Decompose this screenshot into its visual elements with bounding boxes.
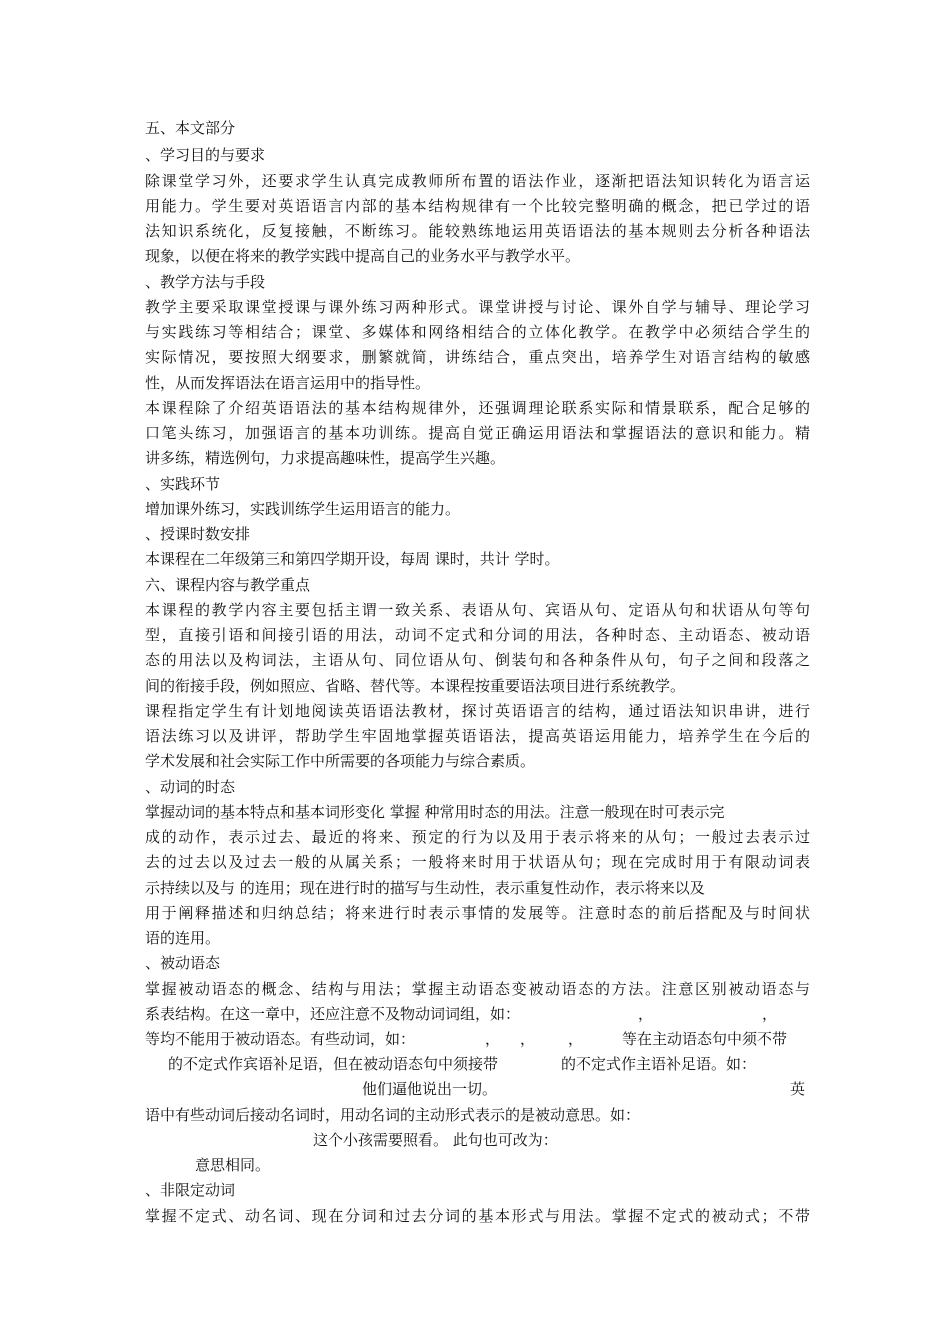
- paragraph-line: 语的连用。: [145, 929, 221, 947]
- paragraph-line: 态的用法以及构词法，主语从句、同位语从句、倒装句和各种条件从句，句子之间和段落之: [145, 651, 810, 669]
- paragraph-line: 型，直接引语和间接引语的用法，动词不定式和分词的用法，各种时态、主动语态、被动语: [145, 626, 810, 644]
- example-translation: 他们逼他说出一切。: [362, 1080, 498, 1098]
- subsection-heading: 、被动语态: [145, 954, 221, 972]
- paragraph-line: 掌握动词的基本特点和基本词形变化 掌握 种常用时态的用法。注意一般现在时可表示完: [145, 803, 725, 821]
- paragraph-line: 系表结构。在这一章中，还应注意不及物动词词组，如：: [145, 1005, 521, 1023]
- paragraph-line: 英: [790, 1080, 806, 1098]
- example-translation: 这个小孩需要照看。 此句也可改为：: [313, 1131, 558, 1149]
- paragraph-line: 等在主动语态句中须不带: [622, 1030, 788, 1048]
- subsection-heading: 、动词的时态: [145, 778, 236, 796]
- paragraph-line: 掌握被动语态的概念、结构与用法；掌握主动语态变被动语态的方法。注意区别被动语态与: [145, 980, 810, 998]
- paragraph-line: 实际情况，要按照大纲要求，删繁就简，讲练结合，重点突出，培养学生对语言结构的敏感: [145, 348, 810, 366]
- paragraph-line: 除课堂学习外，还要求学生认真完成教师所布置的语法作业，逐渐把语法知识转化为语言运: [145, 172, 810, 190]
- paragraph-line: 意思相同。: [195, 1156, 271, 1174]
- paragraph-line: 的不定式作主语补足语。如：: [561, 1055, 757, 1073]
- section-heading: 五、本文部分: [145, 119, 236, 137]
- paragraph-line: 的不定式作宾语补足语，但在被动语态句中须接带: [168, 1055, 499, 1073]
- paragraph-line: 口笔头练习，加强语言的基本功训练。提高自觉正确运用语法和掌握语法的意识和能力。精: [145, 424, 810, 442]
- subsection-heading: 、授课时数安排: [145, 525, 251, 543]
- paragraph-line: 本课程除了介绍英语语法的基本结构规律外，还强调理论联系实际和情景联系，配合足够的: [145, 399, 810, 417]
- paragraph-line: 性，从而发挥语法在语言运用中的指导性。: [145, 374, 431, 392]
- paragraph-line: 等均不能用于被动语态。有些动词，如：: [145, 1030, 416, 1048]
- paragraph-line: 教学主要采取课堂授课与课外练习两种形式。课堂讲授与讨论、课外自学与辅导、理论学习: [145, 298, 810, 316]
- comma: ，: [638, 1005, 654, 1023]
- paragraph-line: 与实践练习等相结合；课堂、多媒体和网络相结合的立体化教学。在教学中必须结合学生的: [145, 323, 810, 341]
- subsection-heading: 、教学方法与手段: [145, 273, 266, 291]
- paragraph-line: 本课程在二年级第三和第四学期开设，每周 课时，共计 学时。: [145, 550, 560, 568]
- paragraph-line: 法知识系统化，反复接触，不断练习。能较熟练地运用英语语法的基本规则去分析各种语法: [145, 222, 810, 240]
- comma: ，: [520, 1030, 536, 1048]
- section-heading: 六、课程内容与教学重点: [145, 576, 311, 594]
- subsection-heading: 、非限定动词: [145, 1181, 236, 1199]
- paragraph-line: 学术发展和社会实际工作中所需要的各项能力与综合素质。: [145, 752, 536, 770]
- paragraph-line: 本课程的教学内容主要包括主谓一致关系、表语从句、宾语从句、定语从句和状语从句等句: [145, 601, 810, 619]
- paragraph-line: 掌握不定式、动名词、现在分词和过去分词的基本形式与用法。掌握不定式的被动式；不带: [145, 1207, 810, 1225]
- paragraph-line: 去的过去以及过去一般的从属关系；一般将来时用于状语从句；现在完成时用于有限动词表: [145, 853, 810, 871]
- paragraph-line: 用于阐释描述和归纳总结；将来进行时表示事情的发展等。注意时态的前后搭配及与时间状: [145, 904, 810, 922]
- paragraph-line: 讲多练，精选例句，力求提高趣味性，提高学生兴趣。: [145, 449, 506, 467]
- subsection-heading: 、实践环节: [145, 475, 221, 493]
- paragraph-line: 间的衔接手段，例如照应、省略、替代等。本课程按重要语法项目进行系统教学。: [145, 677, 686, 695]
- paragraph-line: 增加课外练习，实践训练学生运用语言的能力。: [145, 500, 461, 518]
- paragraph-line: 语中有些动词后接动名词时，用动名词的主动形式表示的是被动意思。如：: [145, 1106, 641, 1124]
- paragraph-line: 课程指定学生有计划地阅读英语语法教材，探讨英语语言的结构，通过语法知识串讲，进行: [145, 702, 810, 720]
- paragraph-line: 现象，以便在将来的教学实践中提高自己的业务水平与教学水平。: [145, 247, 581, 265]
- paragraph-line: 成的动作，表示过去、最近的将来、预定的行为以及用于表示将来的从句；一般过去表示过: [145, 828, 810, 846]
- comma: ，: [568, 1030, 584, 1048]
- subsection-heading: 、学习目的与要求: [145, 146, 266, 164]
- comma: ，: [762, 1005, 778, 1023]
- comma: ，: [485, 1030, 501, 1048]
- paragraph-line: 用能力。学生要对英语语言内部的基本结构规律有一个比较完整明确的概念，把已学过的语: [145, 197, 810, 215]
- paragraph-line: 语法练习以及讲评，帮助学生牢固地掌握英语语法，提高英语运用能力，培养学生在今后的: [145, 727, 810, 745]
- paragraph-line: 示持续以及与 的连用；现在进行时的描写与生动性，表示重复性动作，表示将来以及: [145, 879, 705, 897]
